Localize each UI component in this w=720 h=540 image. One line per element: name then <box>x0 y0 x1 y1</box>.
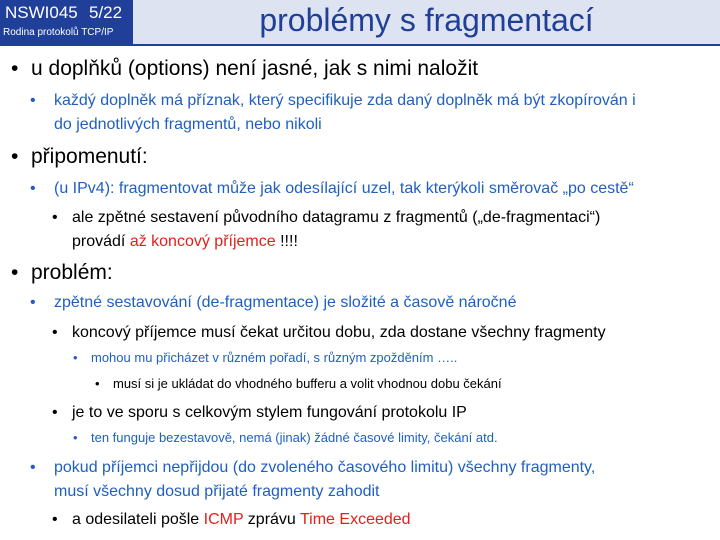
bullet-text: koncový příjemce musí čekat určitou dobu, zda dostane všechny fragmenty <box>72 324 606 341</box>
bullet-dot-icon: • <box>73 430 78 445</box>
slide-title: problémy s fragmentací <box>259 2 594 38</box>
bullet-dot-icon: • <box>30 92 36 109</box>
highlight-icmp: ICMP <box>203 511 244 528</box>
slide-header <box>0 0 720 44</box>
bullet-dot-icon: • <box>30 459 36 476</box>
course-label-box <box>0 0 133 44</box>
bullet-text: (u IPv4): fragmentovat může jak odesílající uzel, tak kterýkoli směrovač „po cestě“ <box>54 180 634 197</box>
bullet-dot-icon: • <box>30 180 36 197</box>
text-segment: zprávu <box>243 511 300 528</box>
bullet-ipv4-fragmentation <box>30 177 634 201</box>
bullet-dot-icon: • <box>52 511 58 528</box>
header-divider <box>0 44 720 46</box>
text-segment: a odesilateli pošle <box>72 511 204 528</box>
bullet-text: problém: <box>31 261 113 284</box>
highlight-time-exceeded: Time Exceeded <box>299 511 411 528</box>
bullet-dot-icon: • <box>11 261 19 284</box>
bullet-text: musí si je ukládat do vhodného bufferu a volit vhodnou dobu čekání <box>113 376 502 391</box>
bullet-dot-icon: • <box>11 145 19 168</box>
bullet-discard-fragments <box>30 456 596 504</box>
bullet-text-line1: každý doplněk má příznak, který specifikuje zda daný doplněk má být zkopírován i <box>54 92 636 109</box>
bullet-text-line1: pokud příjemci nepřijdou (do zvoleného časového limitu) všechny fragmenty, <box>54 459 596 476</box>
bullet-receiver-waits <box>52 321 606 345</box>
bullet-dot-icon: • <box>52 324 58 341</box>
title-box <box>133 0 720 44</box>
bullet-text-line2 <box>72 230 600 254</box>
bullet-text-line2: do jednotlivých fragmentů, nebo nikoli <box>54 116 322 133</box>
bullet-order-delay <box>73 350 458 365</box>
bullet-text: zpětné sestavování (de-fragmentace) je složité a časově náročné <box>54 294 517 311</box>
text-segment: provádí <box>72 233 130 250</box>
bullet-dot-icon: • <box>73 350 78 365</box>
highlight-end-receiver: až koncový příjemce <box>129 233 276 250</box>
course-code: NSWI045 <box>5 3 78 22</box>
bullet-text: mohou mu přicházet v různém pořadí, s různým zpožděním ….. <box>91 350 458 365</box>
bullet-stateless <box>73 430 498 445</box>
bullet-dot-icon: • <box>52 404 58 421</box>
bullet-dot-icon: • <box>52 209 58 226</box>
bullet-defragmentation-complex <box>30 291 517 315</box>
course-code-line <box>5 3 123 23</box>
bullet-dot-icon: • <box>30 294 36 311</box>
bullet-text-line1: ale zpětné sestavení původního datagramu z fragmentů („de-fragmentaci“) <box>72 209 601 226</box>
text-segment: !!!! <box>275 233 298 250</box>
bullet-ip-style-conflict <box>52 401 467 425</box>
bullet-problem <box>11 261 113 285</box>
bullet-text-line2: musí všechny dosud přijaté fragmenty zahodit <box>54 483 380 500</box>
bullet-options-flag <box>30 89 636 137</box>
bullet-dot-icon: • <box>11 57 19 80</box>
bullet-reminder <box>11 145 148 169</box>
bullet-text: připomenutí: <box>31 145 148 168</box>
bullet-options <box>11 57 479 81</box>
page-number: 5/22 <box>89 3 123 22</box>
bullet-dot-icon: • <box>95 376 100 391</box>
bullet-icmp-time-exceeded <box>52 508 411 532</box>
bullet-text: ten funguje bezestavově, nemá (jinak) žádné časové limity, čekání atd. <box>91 430 498 445</box>
course-name: Rodina protokolů TCP/IP <box>3 27 114 38</box>
bullet-text: je to ve sporu s celkovým stylem fungování protokolu IP <box>72 404 467 421</box>
bullet-buffer <box>95 376 502 391</box>
bullet-reassembly <box>52 206 601 254</box>
bullet-text: u doplňků (options) není jasné, jak s nimi naložit <box>31 57 479 80</box>
